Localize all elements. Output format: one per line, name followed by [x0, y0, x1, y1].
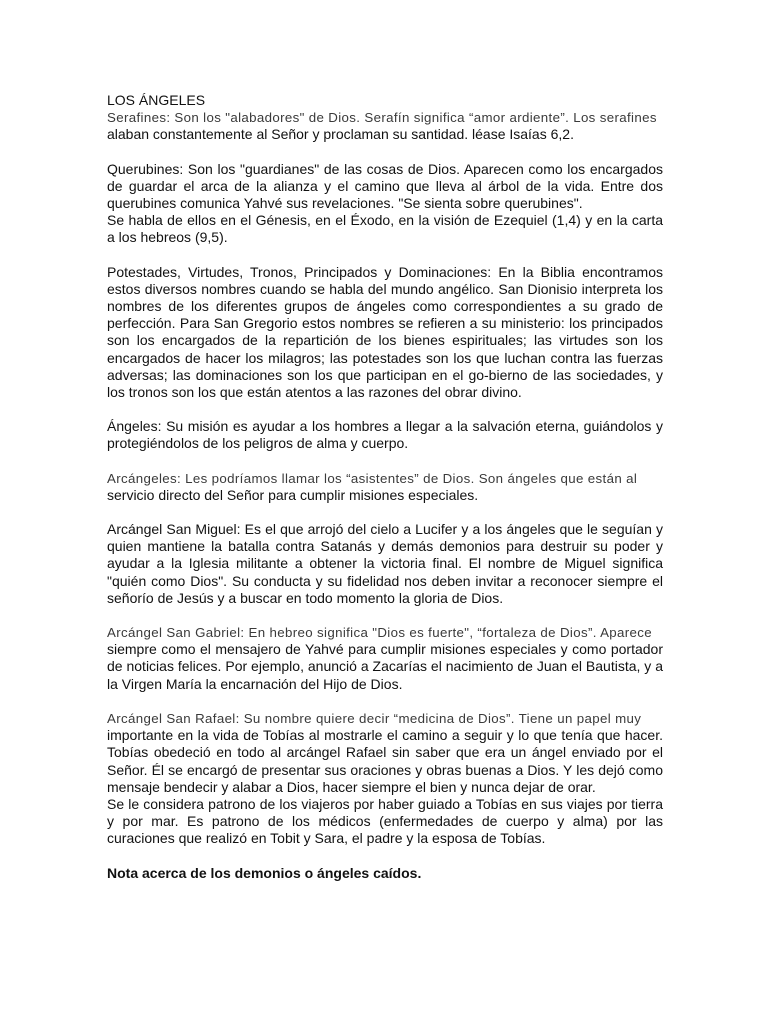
paragraph-arcangeles	[107, 470, 663, 504]
paragraph-body: alaban constantemente al Señor y proclaman su santidad. léase Isaías 6,2.	[107, 126, 574, 143]
paragraph-miguel	[107, 521, 663, 607]
paragraph-body: Ángeles: Su misión es ayudar a los hombres a llegar a la salvación eterna, guiándolos y protegiéndolos de los peligros de alma y cuerpo.	[107, 418, 663, 452]
paragraph-extra: Se habla de ellos en el Génesis, en el Éxodo, en la visión de Ezequiel (1,4) y en la carta a los hebreos (9,5).	[107, 212, 663, 246]
paragraph-body: siempre como el mensajero de Yahvé para cumplir misiones especiales y como portador de noticias felices. Por ejemplo, anunció a Zacarías el nacimiento de Juan el Bautista, y a la Virgen María la encarnación del Hijo de Dios.	[107, 641, 663, 692]
document-page	[107, 92, 663, 882]
paragraph-body: importante en la vida de Tobías al mostrarle el camino a seguir y lo que tenía que hacer. Tobías obedeció en todo al arcángel Rafael sin saber que era un ángel enviado por el Señor. Él se encargó de presentar sus oraciones y obras buenas a Dios. Y les dejó como mensaje bendecir y alabar a Dios, hacer siempre el bien y nunca dejar de orar.	[107, 727, 663, 795]
paragraph-body: servicio directo del Señor para cumplir misiones especiales.	[107, 486, 479, 503]
paragraph-lead: Arcángel San Rafael: Su nombre quiere decir “medicina de Dios”. Tiene un papel muy	[107, 710, 642, 726]
paragraph-potestades	[107, 264, 663, 402]
paragraph-lead: Serafines: Son los "alabadores" de Dios. Serafín significa “amor ardiente”. Los serafines	[107, 110, 657, 126]
paragraph-body: Querubines: Son los "guardianes" de las cosas de Dios. Aparecen como los encargados de guardar el arca de la alianza y el camino que lleva al árbol de la vida. Entre dos querubines comunica Yahvé sus revelaciones. "Se sienta sobre querubines".	[107, 160, 663, 212]
document-title: LOS ÁNGELES	[107, 92, 206, 108]
paragraph-serafines	[107, 109, 663, 143]
paragraph-rafael	[107, 710, 663, 796]
paragraph-lead: Arcángeles: Les podríamos llamar los “asistentes” de Dios. Son ángeles que están al	[107, 470, 638, 486]
paragraph-extra: Se le considera patrono de los viajeros por haber guiado a Tobías en sus viajes por tierra y por mar. Es patrono de los médicos (enfermedades de cuerpo y alma) por las curaciones que realizó en Tobit y Sara, el padre y la esposa de Tobías.	[107, 795, 663, 847]
note-heading: Nota acerca de los demonios o ángeles caídos.	[107, 864, 422, 881]
paragraph-querubines-extra	[107, 212, 663, 246]
paragraph-angeles	[107, 418, 663, 452]
paragraph-querubines	[107, 161, 663, 213]
paragraph-body: Potestades, Virtudes, Tronos, Principados y Dominaciones: En la Biblia encontramos estos diversos nombres cuando se habla del mundo angélico. San Dionisio interpreta los nombres de los diferentes grupos de ángeles como correspondientes a su grado de perfección. Para San Gregorio estos nombres se refieren a su ministerio: los principados son los encargados de la repartición de los bienes espirituales; las virtudes son los encargados de hacer los milagros; las potestades son los que luchan contra las fuerzas adversas; las dominaciones son los que participan en el go-bierno de las sociedades, y los tronos son los que están atentos a las razones del obrar divino.	[107, 263, 663, 401]
paragraph-gabriel	[107, 624, 663, 693]
paragraph-lead: Arcángel San Gabriel: En hebreo significa "Dios es fuerte", “fortaleza de Dios”. Aparece	[107, 625, 653, 641]
paragraph-body: Arcángel San Miguel: Es el que arrojó del cielo a Lucifer y a los ángeles que le seguían y quien mantiene la batalla contra Satanás y demás demonios para destruir su poder y ayudar a la Iglesia militante a obtener la victoria final. El nombre de Miguel significa "quién como Dios". Su conducta y su fidelidad nos deben invitar a reconocer siempre el señorío de Jesús y a buscar en todo momento la gloria de Dios.	[107, 521, 663, 606]
paragraph-rafael-extra	[107, 796, 663, 848]
